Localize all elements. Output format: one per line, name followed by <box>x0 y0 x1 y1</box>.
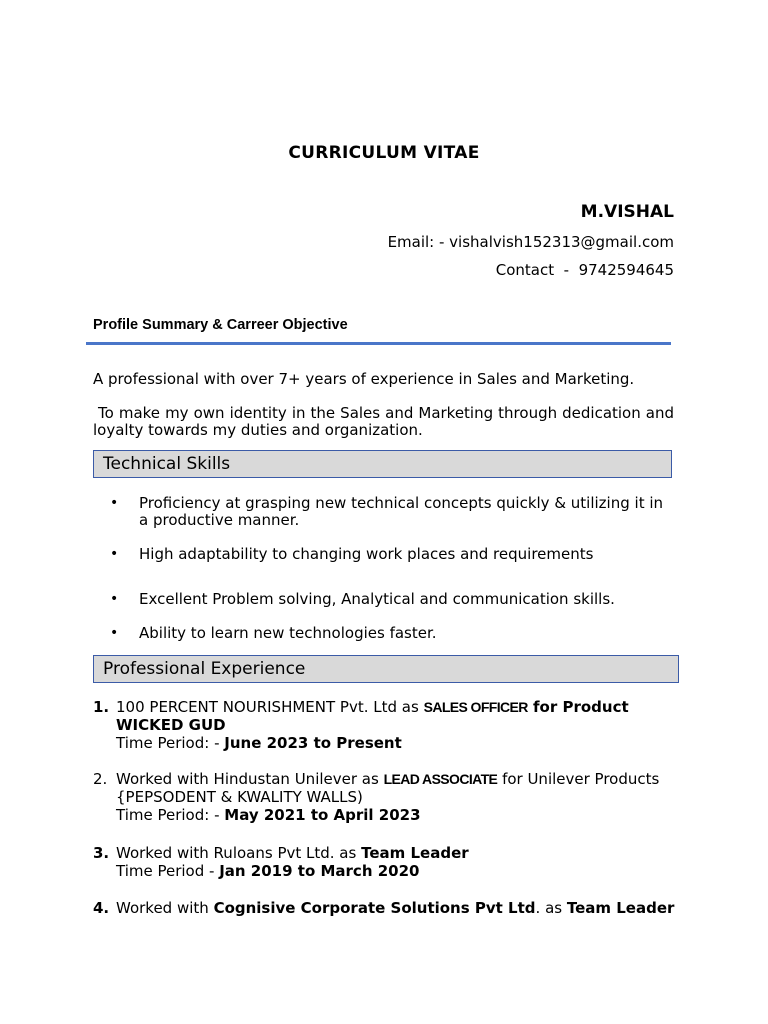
profile-summary-heading: Profile Summary & Carreer Objective <box>93 317 348 333</box>
experience-product: for Product WICKED GUD <box>116 698 629 734</box>
bullet-icon: • <box>110 625 119 641</box>
experience-company: Cognisive Corporate Solutions Pvt Ltd <box>213 899 536 917</box>
professional-experience-heading: Professional Experience <box>93 655 679 683</box>
list-item <box>110 625 670 642</box>
experience-item <box>93 698 675 752</box>
section-divider <box>86 342 671 345</box>
item-number: 4. <box>93 899 110 917</box>
bullet-icon: • <box>110 591 119 607</box>
time-period-label: Time Period: - <box>116 806 225 824</box>
skill-text: Proficiency at grasping new technical concepts quickly & utilizing it in a productive manner. <box>139 494 664 529</box>
list-item <box>110 495 670 529</box>
bullet-icon: • <box>110 495 119 511</box>
profile-summary-text: A professional with over 7+ years of experience in Sales and Marketing. <box>93 370 635 388</box>
list-item <box>110 591 670 608</box>
experience-item <box>93 844 675 880</box>
experience-company-prefix: Worked with <box>116 899 214 917</box>
experience-item <box>93 899 675 917</box>
technical-skills-heading: Technical Skills <box>93 450 672 478</box>
item-number: 2. <box>93 770 108 788</box>
time-period-label: Time Period: - <box>116 734 225 752</box>
experience-product: for Unilever Products {PEPSODENT & KWALITY WALLS) <box>116 770 660 806</box>
experience-company: 100 PERCENT NOURISHMENT Pvt. Ltd as <box>116 698 424 716</box>
time-period-label: Time Period - <box>116 862 220 880</box>
item-number: 1. <box>93 698 110 716</box>
experience-role: Team Leader <box>361 844 469 862</box>
career-objective-text: To make my own identity in the Sales and Marketing through dedication and loyalty towards my duties and organization. <box>93 404 679 439</box>
time-period-value: Jan 2019 to March 2020 <box>219 862 420 880</box>
contact-line: Contact - 9742594645 <box>495 261 674 279</box>
skill-text: Excellent Problem solving, Analytical and communication skills. <box>139 590 615 608</box>
item-number: 3. <box>93 844 110 862</box>
experience-company: Worked with Hindustan Unilever as <box>116 770 384 788</box>
experience-connector: . as <box>535 899 567 917</box>
bullet-icon: • <box>110 546 119 562</box>
skill-text: Ability to learn new technologies faster. <box>139 624 437 642</box>
experience-company: Worked with Ruloans Pvt Ltd. as <box>116 844 362 862</box>
time-period-value: May 2021 to April 2023 <box>224 806 421 824</box>
list-item <box>110 546 670 563</box>
email-line: Email: - vishalvish152313@gmail.com <box>387 233 674 251</box>
experience-role: Team Leader <box>566 899 675 917</box>
skill-text: High adaptability to changing work places and requirements <box>139 545 594 563</box>
document-title: CURRICULUM VITAE <box>288 143 480 163</box>
experience-item <box>93 770 675 824</box>
time-period-value: June 2023 to Present <box>224 734 402 752</box>
experience-role: LEAD ASSOCIATE <box>383 771 498 787</box>
experience-role: SALES OFFICER <box>423 699 528 715</box>
candidate-name: M.VISHAL <box>580 202 674 222</box>
